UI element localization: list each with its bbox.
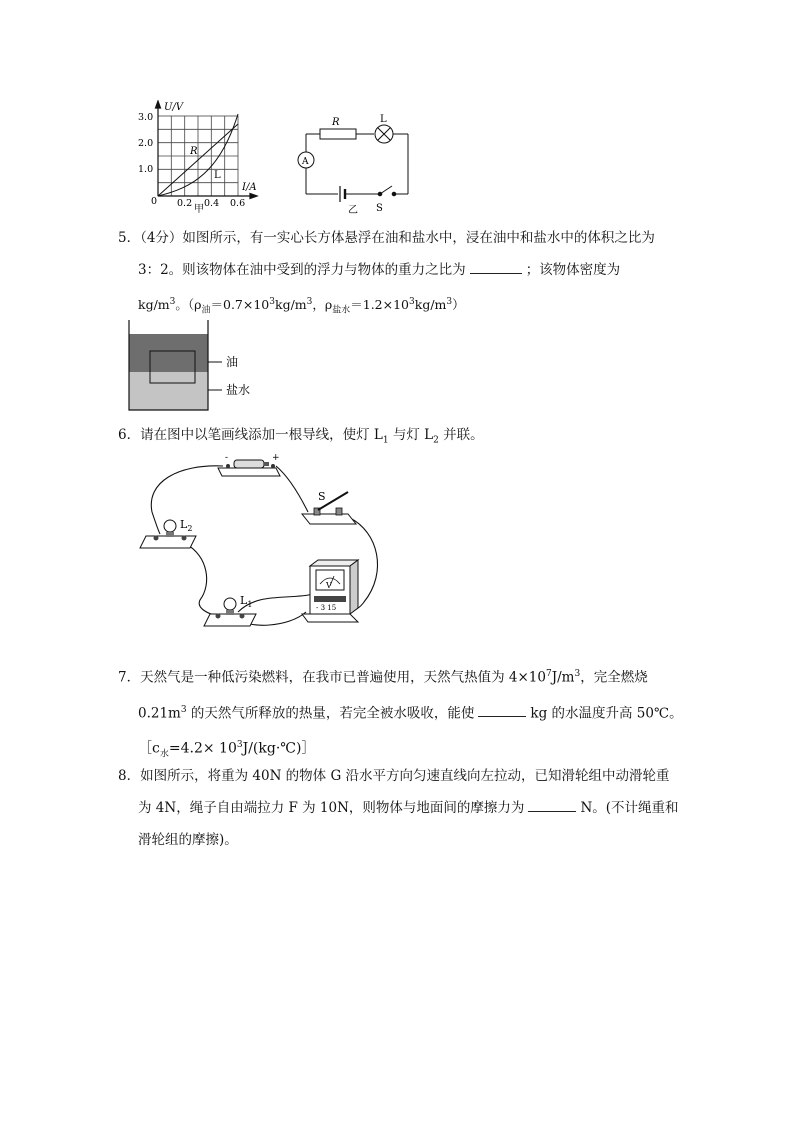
graph-grid xyxy=(158,116,238,196)
q5-text-2a: 3：2。则该物体在油中受到的浮力与物体的重力之比为 xyxy=(138,262,466,278)
origin-label: 0 xyxy=(151,196,158,207)
x-tick-1: 0.2 xyxy=(177,198,193,209)
brine-label: 盐水 xyxy=(226,383,251,397)
q5-line-1 xyxy=(118,222,678,254)
curve-r-label: R xyxy=(190,146,198,157)
q7-line-2 xyxy=(118,694,683,730)
curve-l-label: L xyxy=(214,170,221,181)
q7-number: 7． xyxy=(118,669,141,686)
q6-sub-1: 1 xyxy=(382,435,389,446)
voltmeter-component xyxy=(302,560,358,622)
circuit-caption: 乙 xyxy=(348,205,358,216)
q5-sub-oil: 油 xyxy=(201,305,211,316)
lamp-l1-label: $L_1$ xyxy=(240,594,253,609)
y-axis-label: U/V xyxy=(164,102,184,113)
x-axis-label: I/A xyxy=(242,182,257,193)
q5-number: 5． xyxy=(118,230,141,246)
voltmeter-terminals: - 3 15 xyxy=(316,604,337,612)
q5-sup-1: 3 xyxy=(169,297,176,307)
battery-plus: + xyxy=(272,453,280,463)
q7-text-3a: ［c xyxy=(138,740,160,757)
q8-text-2a: 为 4N，绳子自由端拉力 F 为 10N，则物体与地面间的摩擦力为 xyxy=(138,800,525,816)
q8-text-1: 如图所示，将重为 40N 的物体 G 沿水平方向匀速直线向左拉动，已知滑轮组中动滑轮重 xyxy=(140,768,670,784)
brine-layer xyxy=(129,372,208,410)
q5-sup-2: 3 xyxy=(269,297,275,307)
q5-text-1: （4分）如图所示，有一实心长方体悬浮在油和盐水中，浸在油中和盐水中的体积之比为 xyxy=(140,230,655,246)
question-7 xyxy=(118,658,683,770)
resistor-label: R xyxy=(332,117,340,128)
q8-text-2b: N。(不计绳重和 xyxy=(580,800,679,816)
q7-answer-blank[interactable] xyxy=(478,702,526,717)
circuit-figure xyxy=(290,110,420,218)
q8-line-1 xyxy=(118,760,678,792)
resistor-symbol xyxy=(320,129,356,139)
graph-caption: 甲 xyxy=(194,204,204,215)
q5-answer-blank-1[interactable] xyxy=(470,259,522,274)
y-tick-2: 2.0 xyxy=(138,138,154,149)
question-8 xyxy=(118,760,678,856)
q6-text-b: 与灯 L xyxy=(388,427,434,443)
lamp-label: L xyxy=(380,114,387,125)
q5-close-paren: ） xyxy=(452,297,465,313)
wire-l2-l1 xyxy=(186,544,218,616)
q7-sup-4: 3 xyxy=(236,740,243,750)
q8-line-2 xyxy=(118,792,678,824)
switch-label: S xyxy=(376,203,383,214)
voltmeter-symbol: V xyxy=(326,581,332,590)
q7-sup-3: 3 xyxy=(180,704,187,715)
q7-sup-2: 3 xyxy=(574,669,581,679)
q5-line-2 xyxy=(118,254,678,286)
q7-text-3b: =4.2× 10 xyxy=(168,740,237,757)
beaker-figure xyxy=(128,318,268,414)
q8-answer-blank[interactable] xyxy=(528,797,576,812)
q6-text-c: 并联。 xyxy=(438,427,484,443)
q7-text-1a: 天然气是一种低污染燃料，在我市已普遍使用，天然气热值为 4×10 xyxy=(140,669,546,686)
switch-label: S xyxy=(318,490,326,503)
oil-layer xyxy=(129,334,208,372)
battery-minus: - xyxy=(225,453,229,463)
q7-text-2a: 0.21m xyxy=(138,705,181,721)
oil-label: 油 xyxy=(226,355,239,369)
q5-text-2b: ；该物体密度为 xyxy=(525,262,621,278)
q5-oil-value: ＝0.7×10 xyxy=(210,297,270,313)
q7-sub-water: 水 xyxy=(159,749,169,760)
q5-sup-3: 3 xyxy=(306,297,313,307)
wiring-figure xyxy=(138,452,390,634)
q5-sub-brine: 盐水 xyxy=(332,305,351,316)
q5-rho-oil: 。（ρ xyxy=(175,297,202,313)
switch-component xyxy=(302,492,356,524)
question-5 xyxy=(118,222,678,327)
x-tick-2: 0.4 xyxy=(204,198,220,209)
q7-text-2c: kg 的水温度升高 50℃。 xyxy=(530,705,683,721)
y-tick-3: 3.0 xyxy=(138,112,154,123)
q5-unit-1: kg/m xyxy=(138,297,170,313)
q7-line-1 xyxy=(118,658,678,694)
q6-text-a: 请在图中以笔画线添加一根导线，使灯 L xyxy=(140,427,383,443)
switch-blade xyxy=(380,186,392,194)
ammeter-label: A xyxy=(302,157,309,167)
q8-number: 8． xyxy=(118,768,141,784)
q8-text-3: 滑轮组的摩擦)。 xyxy=(138,832,238,848)
q7-sup-1: 7 xyxy=(545,669,552,679)
q5-sup-4: 3 xyxy=(409,297,415,307)
q5-sup-5: 3 xyxy=(446,297,453,307)
q5-unit-3: kg/m xyxy=(414,297,447,313)
q6-sub-2: 2 xyxy=(433,435,439,446)
q7-text-2b: 的天然气所释放的热量，若完全被水吸收，能使 xyxy=(186,705,475,721)
ui-graph-figure xyxy=(130,100,270,218)
q6-number: 6． xyxy=(118,427,141,443)
q7-text-3c: J/(kg·℃)］ xyxy=(242,740,316,757)
x-tick-3: 0.6 xyxy=(230,198,246,209)
q7-text-1b: J/m xyxy=(551,669,575,686)
q5-brine-value: ＝1.2×10 xyxy=(350,297,410,313)
q7-text-1c: ，完全燃烧 xyxy=(580,669,648,686)
q5-rho-brine: ，ρ xyxy=(312,297,333,313)
wire-battery-switch xyxy=(276,466,308,512)
q5-unit-2: kg/m xyxy=(275,297,307,313)
y-tick-1: 1.0 xyxy=(138,164,154,175)
lamp-l2-label: $L_2$ xyxy=(180,518,193,533)
q8-line-3 xyxy=(118,824,678,856)
